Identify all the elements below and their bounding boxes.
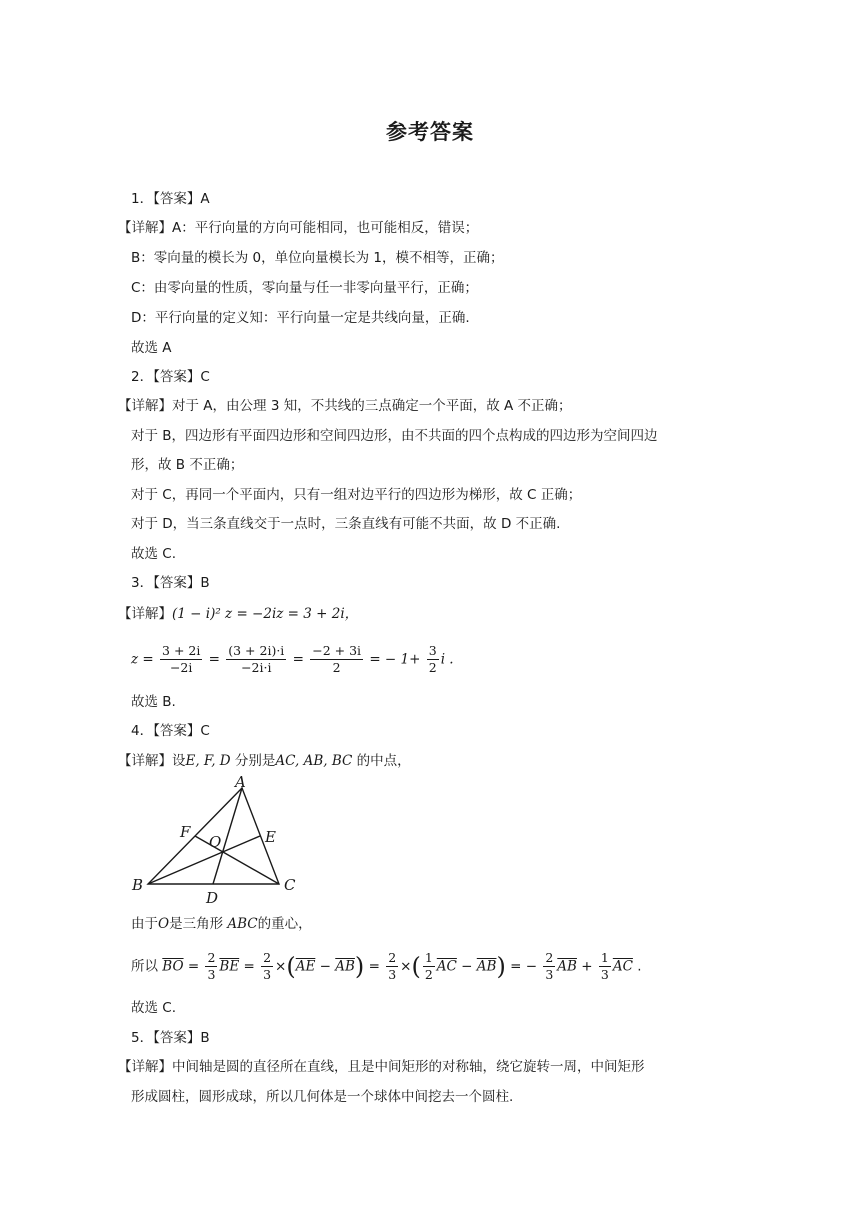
label-d: D: [206, 889, 219, 906]
q2-detail-3: 形，故 B 不正确；: [131, 457, 244, 473]
q3-fraction-3: $\frac{-2 + 3i}{2}$: [312, 643, 362, 675]
q3-conclusion: 故选 B.: [131, 694, 176, 710]
q3-answer: 3．【答案】B: [131, 575, 210, 591]
q2-detail-4: 对于 C，再同一个平面内，只有一组对边平行的四边形为梯形，故 C 正确；: [131, 487, 582, 503]
q3-detail-1: [118, 605, 358, 623]
q4-detail-2: 由于O是三角形 ABC的重心，: [131, 916, 312, 932]
q2-conclusion: 故选 C.: [131, 546, 177, 562]
q5-detail-1: 【详解】中间轴是圆的直径所在直线，且是中间矩形的对称轴，绕它旋转一周，中间矩形: [118, 1059, 645, 1075]
q3-fraction-4: $\frac{3}{2}$: [428, 643, 437, 675]
q1-detail-4: D：平行向量的定义知：平行向量一定是共线向量，正确.: [131, 310, 470, 326]
q2-answer: 2．【答案】C: [131, 369, 210, 385]
q3-fraction-1: $\frac{3 + 2i}{-2i}$: [162, 643, 201, 675]
label-a: A: [235, 776, 246, 791]
label-e: E: [265, 828, 276, 846]
q2-detail-1: 【详解】对于 A，由公理 3 知，不共线的三点确定一个平面，故 A 不正确；: [118, 398, 572, 414]
label-c: C: [284, 876, 296, 894]
q1-detail-3: C：由零向量的性质，零向量与任一非零向量平行，正确；: [131, 280, 478, 296]
q2-detail-2: 对于 B，四边形有平面四边形和空间四边形，由不共面的四个点构成的四边形为空间四边: [131, 428, 658, 444]
q4-conclusion: 故选 C.: [131, 1000, 177, 1016]
q4-detail-1: 【详解】设E, F, D 分别是AC, AB, BC 的中点，: [118, 753, 411, 769]
q3-tail-b: i .: [440, 651, 454, 668]
q3-equation-1: (1 − i)² z = −2iz = 3 + 2i，: [172, 606, 359, 622]
q4-segments: AC, AB, BC: [275, 753, 353, 769]
q5-answer: 5．【答案】B: [131, 1030, 210, 1046]
q1-answer: 1．【答案】A: [131, 191, 210, 207]
q4-points: E, F, D: [185, 753, 231, 769]
page-title: 参考答案: [386, 120, 474, 144]
q3-fraction-2: $\frac{(3 + 2i)\cdot i}{-2i\cdot i}$: [228, 643, 285, 675]
q3-z: z =: [131, 651, 154, 668]
q4-answer: 4．【答案】C: [131, 723, 210, 739]
q5-detail-2: 形成圆柱，圆形成球，所以几何体是一个球体中间挖去一个圆柱.: [131, 1089, 514, 1105]
q3-tail-a: = − 1+: [369, 651, 421, 668]
q3-detail-prefix: 【详解】: [118, 606, 172, 622]
q1-conclusion: 故选 A: [131, 340, 172, 356]
label-f: F: [180, 823, 191, 841]
q3-detail-2: z = $\frac{3 + 2i}{-2i}$ = $\frac{(3 + 2i)\cdot i}{-2i\cdot i}$ = $\frac{-2 + 3i}{2}$ = − 1+ $\frac{3}{2}$ i .: [131, 643, 454, 675]
q1-detail-1: 【详解】A：平行向量的方向可能相同，也可能相反，错误；: [118, 220, 479, 236]
q4-detail-3: 所以 $\overline{BO}$ = $\frac{2}{3}$ $\overline{BE}$ = $\frac{2}{3}$ $\times(\overline{AE} - \overline{AB})$ = $\frac{2}{3}$ ×( $\frac{1}{2}$ $\overline{AC} - \overline{AB}$) = − $\frac{2}{3}$ $\overline{AB}$ + $\frac{1}{3}$ $\overline{AC}$ .: [131, 950, 642, 982]
triangle-diagram: [128, 776, 308, 906]
label-o: O: [209, 833, 222, 851]
label-b: B: [132, 876, 144, 894]
q1-detail-2: B：零向量的模长为 0，单位向量模长为 1，模不相等，正确；: [131, 250, 504, 266]
q2-detail-5: 对于 D，当三条直线交于一点时，三条直线有可能不共面，故 D 不正确.: [131, 516, 561, 532]
